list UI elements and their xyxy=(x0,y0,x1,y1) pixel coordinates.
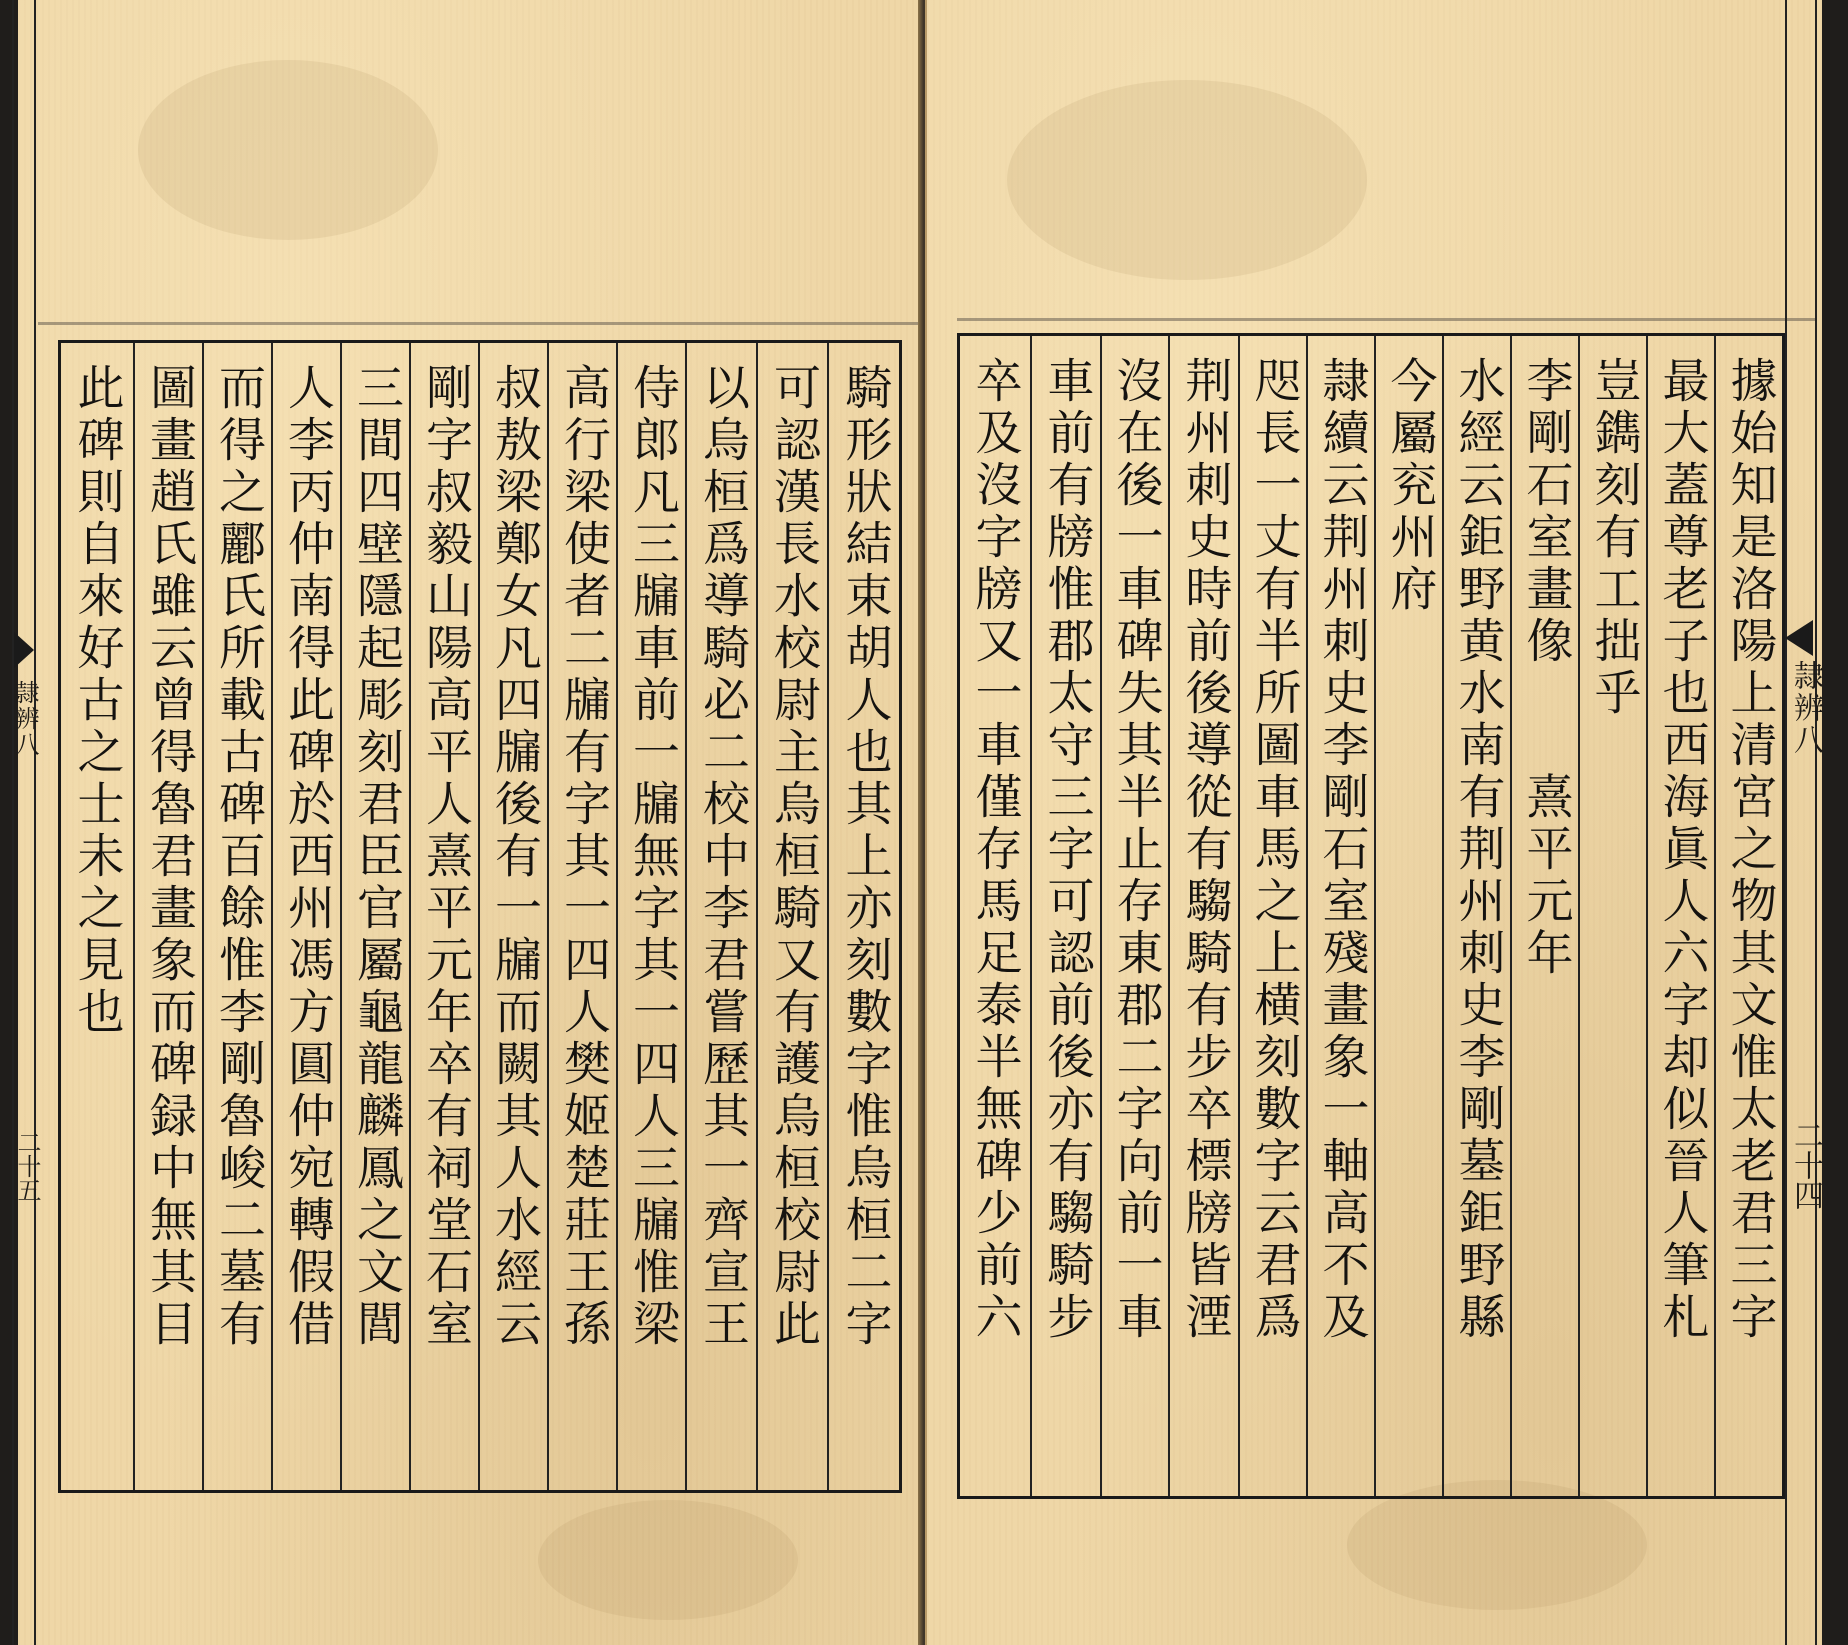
center-strip xyxy=(1785,0,1817,1645)
right-page xyxy=(925,0,1822,1645)
text-column: 可認漢長水校尉主烏桓騎又有護烏桓校尉此 xyxy=(756,343,829,1490)
folio-title: 隷辨八 xyxy=(1788,660,1823,756)
text-column: 隷續云荆州刺史李剛石室殘畫象一軸高不及 xyxy=(1306,336,1376,1496)
text-column: 圖畫趙氏雖云曾得魯君畫象而碑録中無其目 xyxy=(133,343,204,1490)
text-column: 高行梁使者二牖有字其一四人樊姬楚莊王孫 xyxy=(547,343,618,1490)
text-column: 豈鐫刻有工拙乎 xyxy=(1578,336,1648,1496)
text-column: 騎形狀結束胡人也其上亦刻數字惟烏桓二字 xyxy=(827,343,901,1490)
page-number: 二十五 xyxy=(13,1130,41,1202)
left-text-frame xyxy=(58,340,902,1493)
folio-title: 隷辨八 xyxy=(11,680,39,758)
paper-stain xyxy=(1007,80,1367,280)
fishtail-mark xyxy=(1785,620,1813,656)
text-column: 李剛石室畫像 熹平元年 xyxy=(1510,336,1580,1496)
text-column: 此碑則自來好古之士未之見也 xyxy=(69,363,125,1039)
bleed-through-line xyxy=(957,318,1817,321)
bleed-through-line xyxy=(38,322,918,325)
text-column: 卒及沒字牓又一車僅存馬足泰半無碑少前六 xyxy=(967,356,1023,1344)
fishtail-mark xyxy=(14,632,34,668)
page-number: 二十四 xyxy=(1788,1120,1823,1210)
center-strip xyxy=(12,0,36,1645)
paper-stain xyxy=(138,60,438,240)
paper-stain xyxy=(1347,1480,1647,1610)
left-page xyxy=(11,0,925,1645)
text-column: 今屬兖州府 xyxy=(1374,336,1444,1496)
text-column: 人李丙仲南得此碑於西州馮方圓仲宛轉假借 xyxy=(271,343,342,1490)
text-column: 叔敖梁鄭女凡四牖後有一牖而闕其人水經云 xyxy=(478,343,549,1490)
text-column: 車前有牓惟郡太守三字可認前後亦有騶騎步 xyxy=(1030,336,1102,1496)
right-text-frame xyxy=(957,333,1785,1499)
text-column: 咫長一丈有半所圖車馬之上横刻數字云君爲 xyxy=(1238,336,1308,1496)
text-column: 據始知是洛陽上清宮之物其文惟太老君三字 xyxy=(1714,336,1784,1496)
text-column: 侍郎凡三牖車前一牖無字其一四人三牖惟梁 xyxy=(616,343,687,1490)
text-column: 荆州刺史時前後導從有騶騎有步卒標牓皆湮 xyxy=(1168,336,1240,1496)
text-column: 三間四壁隱起彫刻君臣官屬龜龍麟鳳之文閭 xyxy=(340,343,411,1490)
text-column: 而得之酈氏所載古碑百餘惟李剛魯峻二墓有 xyxy=(202,343,273,1490)
text-column: 水經云鉅野黄水南有荆州刺史李剛墓鉅野縣 xyxy=(1442,336,1512,1496)
text-column: 剛字叔毅山陽高平人熹平元年卒有祠堂石室 xyxy=(409,343,480,1490)
paper-stain xyxy=(538,1500,798,1620)
text-column: 沒在後一車碑失其半止存東郡二字向前一車 xyxy=(1100,336,1170,1496)
text-column: 最大蓋尊老子也西海眞人六字却似晉人筆札 xyxy=(1646,336,1716,1496)
text-column: 以烏桓爲導騎必二校中李君嘗歷其一齊宣王 xyxy=(685,343,758,1490)
